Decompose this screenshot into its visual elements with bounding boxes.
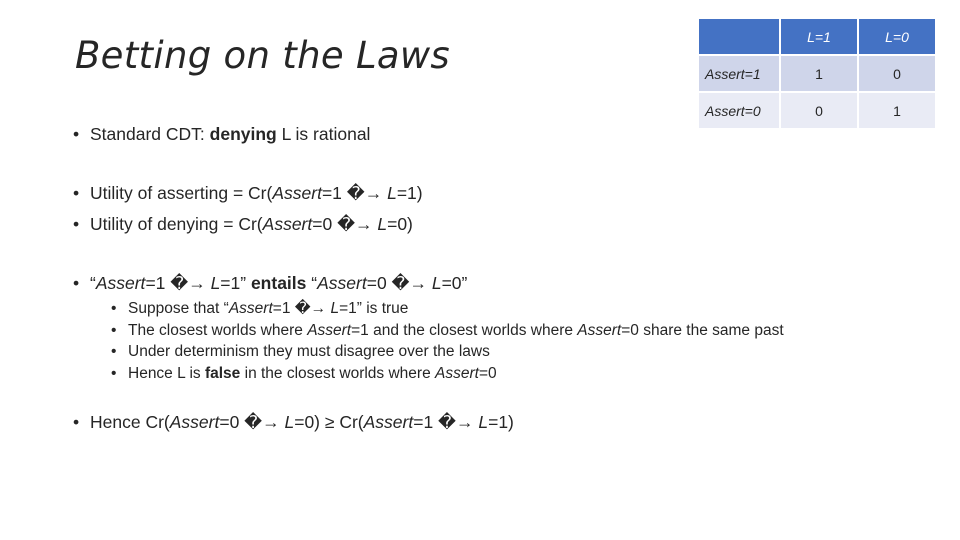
sub-bullet-false: • Hence L is false in the closest worlds where Assert=0 <box>111 363 497 385</box>
bullet-icon: • <box>73 273 80 293</box>
sub-bullet-suppose: • Suppose that “Assert=1 �→ L=1” is true <box>111 298 408 320</box>
bullet-icon: • <box>73 214 80 234</box>
table-header-cell: L=1 <box>781 19 857 54</box>
table-row-label: Assert=0 <box>699 93 779 128</box>
table-header-cell <box>699 19 779 54</box>
table-cell: 1 <box>859 93 935 128</box>
bullet-utility-denying: • Utility of denying = Cr(Assert=0 �→ L=0) <box>73 214 413 234</box>
table-row <box>699 56 935 91</box>
table-cell: 0 <box>781 93 857 128</box>
table-header-row <box>699 19 935 54</box>
sub-bullet-closest-worlds: • The closest worlds where Assert=1 and the closest worlds where Assert=0 share the same past <box>111 320 784 342</box>
table-cell: 1 <box>781 56 857 91</box>
sub-bullet-determinism: • Under determinism they must disagree over the laws <box>111 341 490 363</box>
table-header-cell: L=0 <box>859 19 935 54</box>
bullet-icon: • <box>111 300 117 317</box>
bullet-icon: • <box>111 321 117 339</box>
bullet-icon: • <box>73 124 80 144</box>
bullet-hence: • Hence Cr(Assert=0 �→ L=0) ≥ Cr(Assert=1 �→ L=1) <box>73 412 514 432</box>
bullet-icon: • <box>73 412 80 432</box>
slide-title: Betting on the Laws <box>75 34 450 77</box>
table-row <box>699 93 935 128</box>
payoff-table <box>697 17 937 130</box>
bullet-utility-asserting: • Utility of asserting = Cr(Assert=1 �→ L=1) <box>73 183 423 203</box>
bullet-entails: • “Assert=1 �→ L=1” entails “Assert=0 �→ L=0” <box>73 273 468 293</box>
bullet-cdt: • Standard CDT: denying L is rational <box>73 124 371 144</box>
bullet-icon: • <box>111 364 117 382</box>
bullet-icon: • <box>111 343 117 360</box>
table-cell: 0 <box>859 56 935 91</box>
bullet-icon: • <box>73 183 80 203</box>
table-row-label: Assert=1 <box>699 56 779 91</box>
